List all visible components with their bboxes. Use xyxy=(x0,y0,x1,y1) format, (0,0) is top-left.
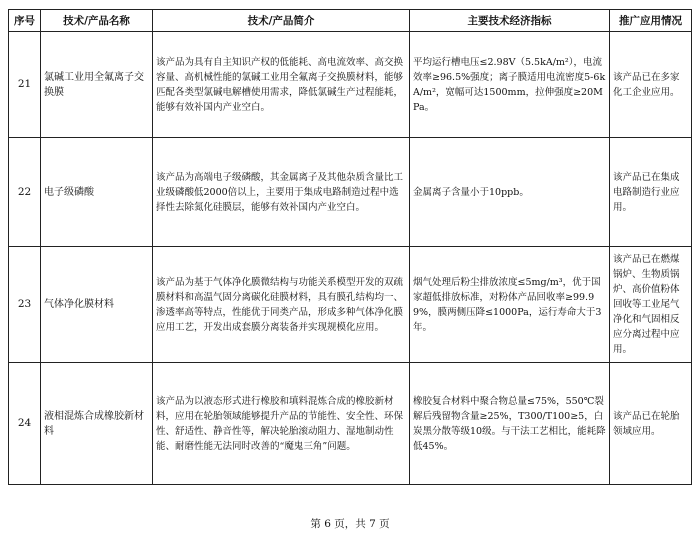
header-no: 序号 xyxy=(9,10,41,32)
row-number: 23 xyxy=(9,247,41,363)
application-status: 该产品已在集成电路制造行业应用。 xyxy=(610,138,692,247)
product-intro: 该产品为基于气体净化膜微结构与功能关系模型开发的双疏膜材料和高温气固分离碳化硅膜材料，具有膜孔结构均一、渗透率高等特点，性能优于同类产品，形成多种气体净化膜应用工艺，开发出成套膜分离装备并实现规模化应用。 xyxy=(153,247,410,363)
page-footer: 第 6 页，共 7 页 xyxy=(310,518,390,530)
table-row xyxy=(9,32,692,138)
tech-product-table xyxy=(8,9,692,485)
row-number: 21 xyxy=(9,32,41,138)
row-number: 24 xyxy=(9,363,41,485)
product-name: 气体净化膜材料 xyxy=(41,247,153,363)
product-intro: 该产品为以液态形式进行橡胶和填料混炼合成的橡胶新材料，应用在轮胎领域能够提升产品的节能性、安全性、环保性、舒适性、静音性等，解决轮胎滚动阻力、湿地制动性能、耐磨性能无法同时改善的“魔鬼三角”问题。 xyxy=(153,363,410,485)
header-status: 推广应用情况 xyxy=(610,10,692,32)
table-row xyxy=(9,247,692,363)
product-indicators: 橡胶复合材料中聚合物总量≤75%，550℃裂解后残留物含量≥25%，T300/T100≥5，白炭黑分散等级10级。与干法工艺相比，能耗降低45%。 xyxy=(410,363,610,485)
product-name: 氯碱工业用全氟离子交换膜 xyxy=(41,32,153,138)
product-name: 电子级磷酸 xyxy=(41,138,153,247)
product-name: 液相混炼合成橡胶新材料 xyxy=(41,363,153,485)
header-indicators: 主要技术经济指标 xyxy=(410,10,610,32)
table-row xyxy=(9,138,692,247)
header-intro: 技术/产品简介 xyxy=(153,10,410,32)
product-indicators: 平均运行槽电压≤2.98V（5.5kA/m²），电流效率≥96.5%强度；离子膜适用电流密度5-6kA/m²，宽幅可达1500mm，拉伸强度≥20MPa。 xyxy=(410,32,610,138)
application-status: 该产品已在多家化工企业应用。 xyxy=(610,32,692,138)
row-number: 22 xyxy=(9,138,41,247)
header-name: 技术/产品名称 xyxy=(41,10,153,32)
table-header-row xyxy=(9,10,692,32)
product-indicators: 烟气处理后粉尘排放浓度≤5mg/m³，优于国家超低排放标准，对粉体产品回收率≥99.99%，膜两侧压降≤1000Pa，运行寿命大于3年。 xyxy=(410,247,610,363)
product-indicators: 金属离子含量小于10ppb。 xyxy=(410,138,610,247)
application-status: 该产品已在轮胎领域应用。 xyxy=(610,363,692,485)
product-intro: 该产品为具有自主知识产权的低能耗、高电流效率、高交换容量、高机械性能的氯碱工业用全氟离子交换膜材料，能够匹配各类型氯碱电解槽使用需求，降低氯碱生产过程能耗，能够有效补国内产业空白。 xyxy=(153,32,410,138)
product-intro: 该产品为高端电子级磷酸，其金属离子及其他杂质含量比工业级磷酸低2000倍以上，主要用于集成电路制造过程中选择性去除氮化硅膜层，能够有效补国内产业空白。 xyxy=(153,138,410,247)
application-status: 该产品已在燃煤锅炉、生物质锅炉、高价值粉体回收等工业尾气净化和气固相反应分离过程中应用。 xyxy=(610,247,692,363)
table-row xyxy=(9,363,692,485)
